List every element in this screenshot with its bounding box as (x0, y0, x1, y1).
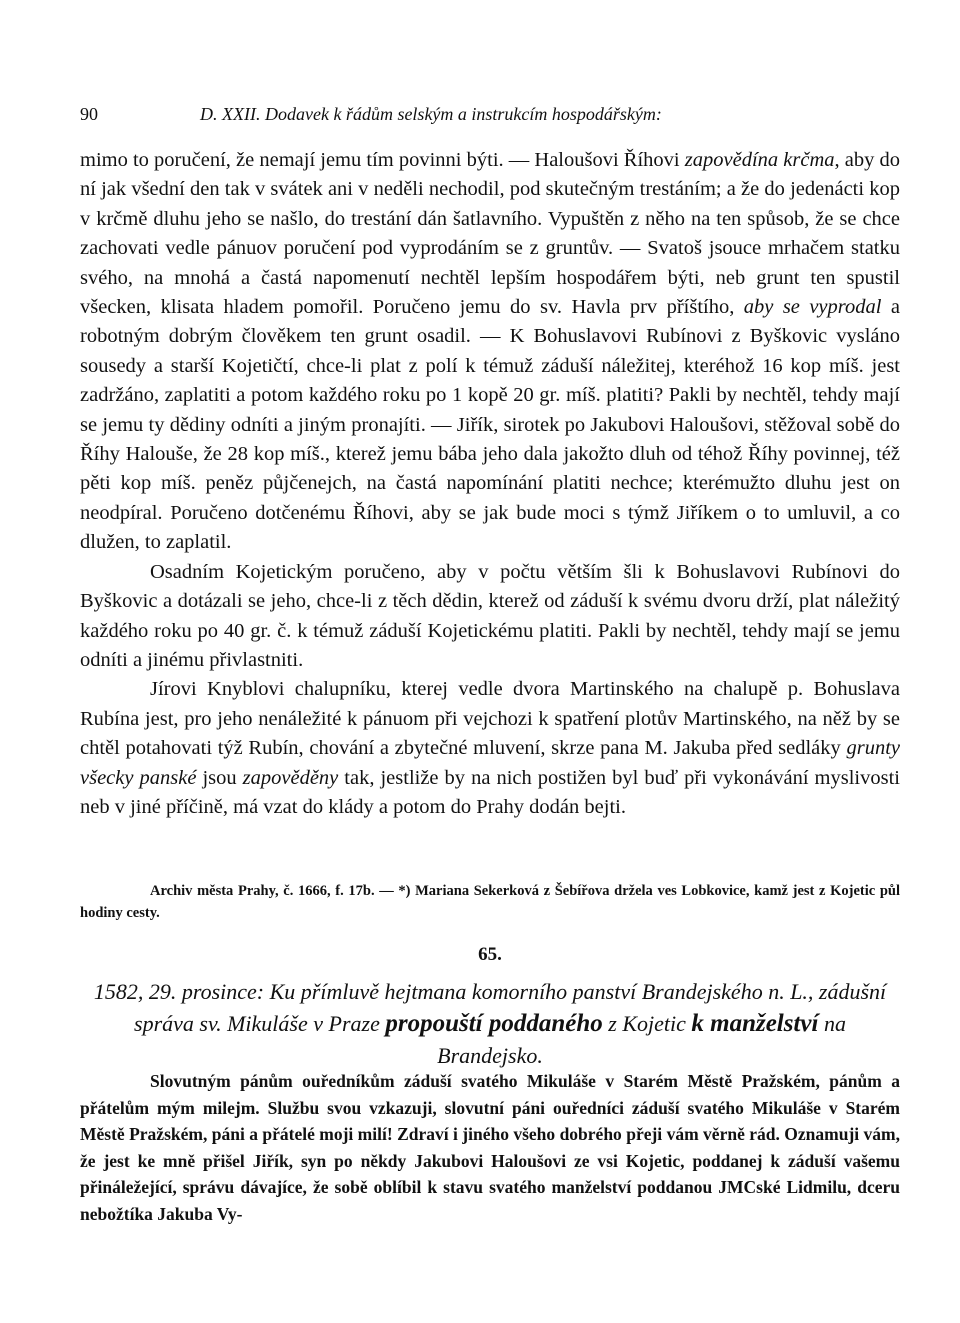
running-title: D. XXII. Dodavek k řádům selským a instrukcím hospodářským: (200, 104, 662, 124)
paragraph-3 (80, 675, 900, 822)
paragraph-1 (80, 146, 900, 558)
italic-text: aby se vyprodal (743, 296, 882, 319)
heading-emphasis: propouští poddaného (385, 1010, 603, 1037)
text-run: Jírovi Knyblovi chalupníku, kterej vedle dvora Martinského na chalupě p. Bohuslava Rubína jest, pro jeho nenáležité k pánuom při vejchozi k spatření plotův Martinského, na něž by se chtěl potahovati týž Rubín, chování a zbytečné mluvení, skrze pana M. Jakuba před sedláky (80, 678, 900, 760)
text-run: a robotným dobrým člověkem ten grunt osadil. — K Bohuslavovi Rubínovi z Byškovic vysláno sousedy a starší Kojetičtí, chce-li plat z polí k témuž záduší náležitej, kteréhož 16 kop míš. jest zadržáno, zaplatiti a potom každého roku po 1 kopě 20 gr. míš. platiti? Pakli by nechtěl, tehdy mají se jemu ty dědiny odníti a jiným pronajíti. — Jiřík, sirotek po Jakubovi Haloušovi, stěžoval sobě do Říhy Halouše, že 28 kop míš., kterež jemu bába jeho dala jakožto dluh od téhož Říhy povinnej, též pěti kop míš. peněz půjčenejch, na častá napomínání platiti nechce; kterémužto dluhu jest on neodpíral. Poručeno dotčenému Říhovi, aby se jak bude moci s týmž Jiříkem o to umluvil, a co dlužen, to zaplatil. (80, 296, 900, 554)
text-run: tak, jestliže by na nich postižen byl buď při vykonávání myslivosti neb v jiné příčině, má vzat do klády a potom do Prahy dodán bejti. (80, 766, 900, 818)
page-number: 90 (80, 104, 98, 124)
heading-text: na Brandejsko. (437, 1011, 846, 1068)
heading-emphasis: k manželství (691, 1010, 819, 1037)
document-heading (80, 976, 900, 1072)
paragraph-2: Osadním Kojetickým poručeno, aby v počtu větším šli k Bohuslavovi Rubínovi do Byškovic a dotázali se jeho, chce-li z těch dědin, kterež od záduší k svému dvoru drží, plat náležitý každého roku po 40 gr. č. k témuž záduší Kojetickému platiti. Pakli by nechtěl, tehdy mají se jemu odníti a jinému přivlastniti. (80, 560, 900, 671)
heading-text: 1582, 29. prosince: Ku přímluvě hejtmana komorního panství Brandejského n. L., zádušní správa sv. Mikuláše v Praze (93, 979, 887, 1036)
text-run: mimo to poručení, že nemají jemu tím povinni býti. — Haloušovi Říhovi (80, 149, 685, 171)
body-text (80, 146, 900, 822)
heading-text: z Kojetic (602, 1011, 692, 1036)
text-run: , aby do ní jak všední den tak v svátek ani v neděli nechodil, pod skutečným trestáním; a že do jedenácti kop v krčmě dluhu jeho se našlo, do trestání dán šatlavního. Vypuštěn z něho na ten spůsob, že se chce zachovati vedle pánuov poručení pod vyprodáním se z gruntův. — Svatoš jsouce mrhačem statku svého, na mnohá a častá napomenutí nechtěl lepším hospodářem býti, neb grunt ten spustil všecken, klisata hladem pomořil. Poručeno jemu do sv. Havla prv příštího, (80, 149, 900, 319)
document-number: 65. (478, 944, 502, 965)
italic-text: grunty všecky panské (80, 737, 900, 789)
letter-text: Slovutným pánům ouředníkům záduší svatého Mikuláše v Starém Městě Pražském, pánům a přátelům mým milejm. Službu svou vzkazuji, slovutní páni ouředníci záduší svatého Mikuláše v Starém Městě Pražském, páni a přátelé moji milí! Zdraví i jiného všeho dobrého přeji vám věrně rád. Oznamuji vám, že jest ke mně přišel Jiřík, syn po někdy Jakubovi Haloušovi ze vsi Kojetic, poddanej k záduší vašemu přináležející, správu dávajíce, že sobě oblíbil k stavu svatého manželství poddanou JMCské Lidmilu, dceru nebožtíka Jakuba Vy- (80, 1071, 900, 1224)
italic-text: zapověděny (242, 766, 339, 789)
text-run: jsou (196, 766, 243, 789)
source-note: Archiv města Prahy, č. 1666, f. 17b. — *) Mariana Sekerková z Šebířova držela ves Lobkovice, kamž jest z Kojetic půl hodiny cesty. (80, 883, 900, 921)
italic-text: zapovědína krčma (684, 149, 835, 171)
